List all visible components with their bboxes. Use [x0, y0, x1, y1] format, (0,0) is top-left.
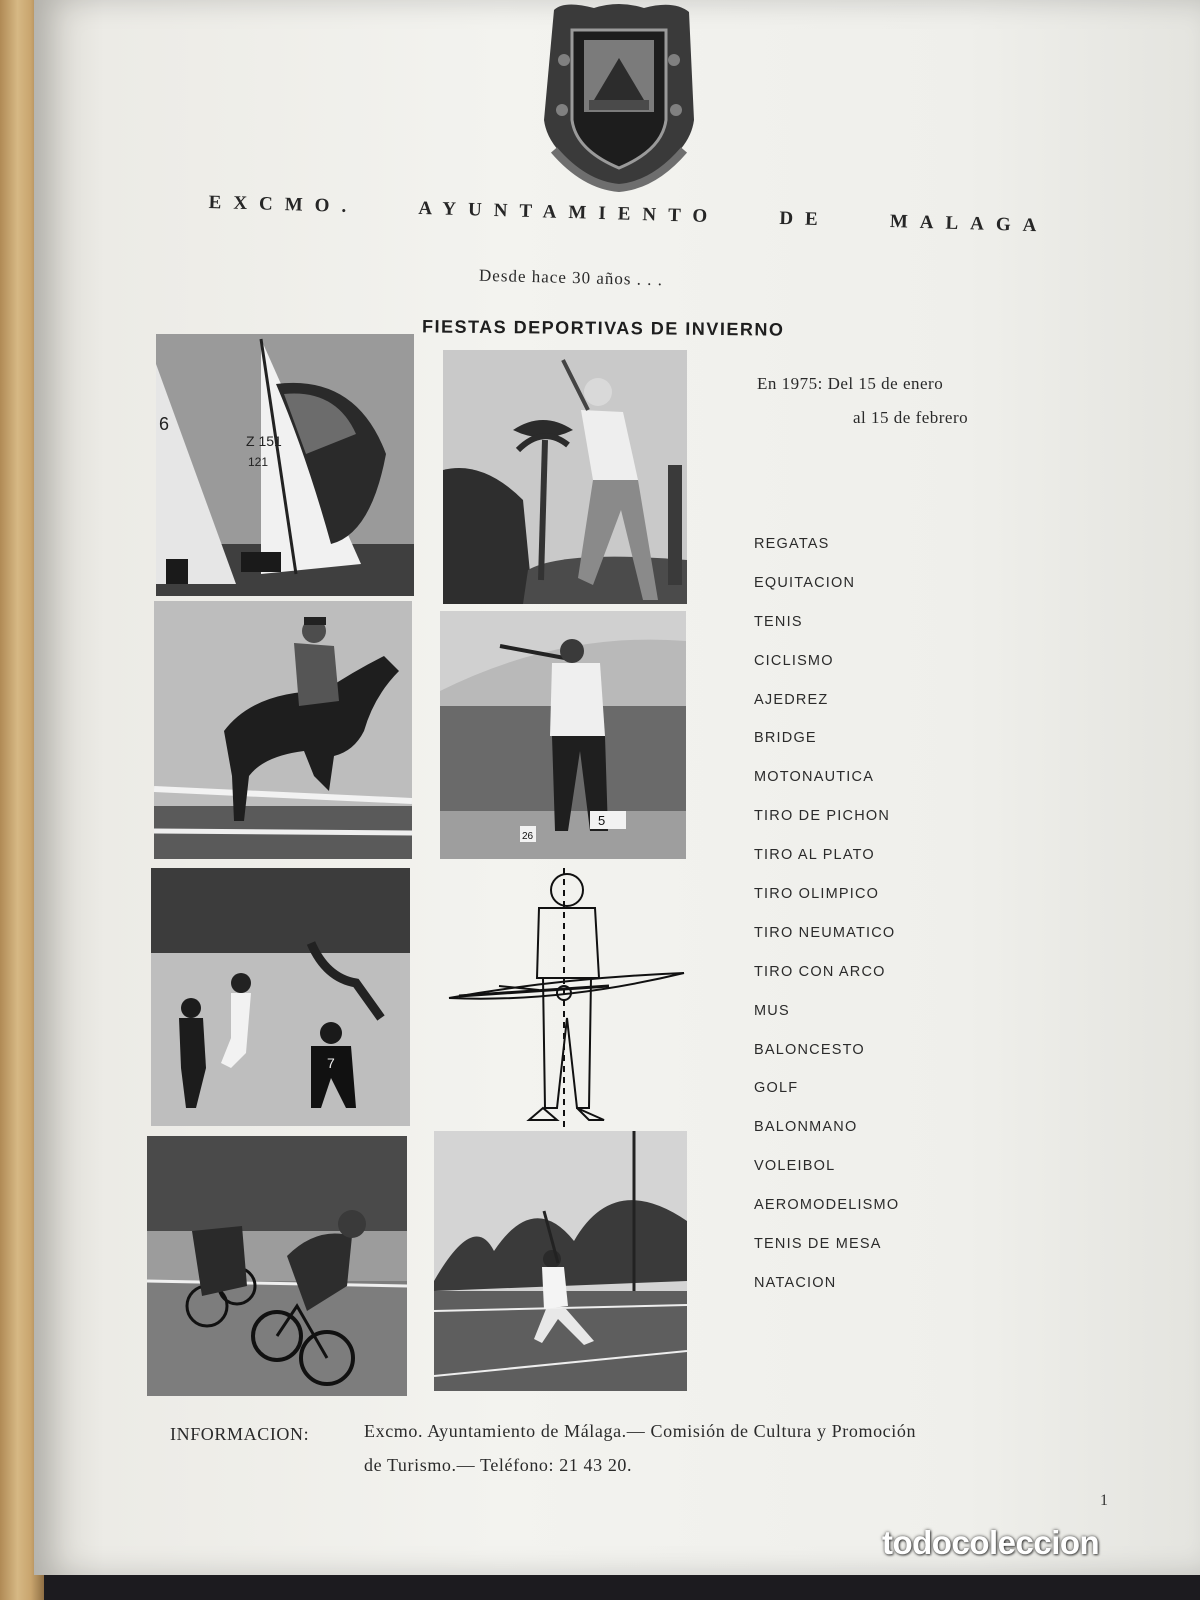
- event-title: FIESTAS DEPORTIVAS DE INVIERNO: [421, 316, 785, 340]
- heading-word: MALAGA: [889, 211, 1049, 237]
- info-line-2: de Turismo.— Teléfono: 21 43 20.: [364, 1455, 633, 1475]
- institution-heading: [208, 192, 1048, 237]
- sport-item: MOTONAUTICA: [754, 769, 875, 786]
- info-text: [364, 1414, 1044, 1482]
- watermark: todocoleccion: [882, 1524, 1100, 1561]
- heading-word: AYUNTAMIENTO: [418, 197, 720, 228]
- sport-item: AJEDREZ: [754, 691, 829, 708]
- sport-item: GOLF: [754, 1080, 799, 1097]
- sail-number: Z 151: [246, 433, 282, 449]
- photo-tennis: [434, 1131, 687, 1391]
- sport-item: TIRO DE PICHON: [754, 808, 891, 825]
- archery-illustration: [439, 868, 687, 1130]
- sports-list: [754, 534, 899, 1312]
- sport-item: BRIDGE: [754, 730, 817, 747]
- sport-item: EQUITACION: [754, 574, 856, 591]
- page-number: 1: [1100, 1492, 1108, 1509]
- photo-clay-shooting: [440, 611, 686, 859]
- sport-item: VOLEIBOL: [754, 1158, 836, 1175]
- info-line-1: Excmo. Ayuntamiento de Málaga.— Comisión de Cultura y Promoción: [364, 1421, 917, 1441]
- info-label: INFORMACION:: [170, 1424, 310, 1444]
- photo-golf: [443, 350, 687, 604]
- sport-item: AEROMODELISMO: [754, 1197, 900, 1214]
- sport-item: TENIS DE MESA: [754, 1236, 882, 1253]
- event-dates: [757, 374, 968, 428]
- sport-item: CICLISMO: [754, 652, 834, 669]
- sport-item: REGATAS: [754, 536, 830, 552]
- photo-equestrian: [154, 601, 412, 859]
- sport-item: BALONCESTO: [754, 1041, 865, 1058]
- sail-number: 121: [248, 455, 269, 469]
- dates-line-1: En 1975: Del 15 de enero: [757, 374, 944, 393]
- dates-line-2: al 15 de febrero: [853, 408, 969, 427]
- sport-item: TIRO CON ARCO: [754, 963, 886, 980]
- sport-item: BALONMANO: [754, 1119, 858, 1136]
- contact-info: [170, 1414, 1044, 1482]
- photo-sailing: [156, 334, 414, 596]
- heading-word: EXCMO.: [208, 192, 359, 218]
- photo-basketball: [151, 868, 410, 1126]
- coat-of-arms: [534, 0, 704, 192]
- station-number: 5: [598, 813, 606, 828]
- station-number: 26: [522, 831, 534, 842]
- jersey-number: 7: [327, 1055, 335, 1071]
- brochure-page: [34, 0, 1200, 1575]
- heading-word: DE: [779, 207, 831, 231]
- sport-item: TIRO OLIMPICO: [754, 886, 880, 903]
- sport-item: TENIS: [754, 613, 803, 630]
- since-text: Desde hace 30 años . . .: [478, 265, 664, 290]
- sport-item: TIRO NEUMATICO: [754, 924, 896, 941]
- sport-item: MUS: [754, 1002, 790, 1019]
- sport-item: NATACION: [754, 1274, 837, 1291]
- sail-number: 6: [159, 414, 170, 434]
- sport-item: TIRO AL PLATO: [754, 847, 875, 864]
- photo-cycling: [147, 1136, 407, 1396]
